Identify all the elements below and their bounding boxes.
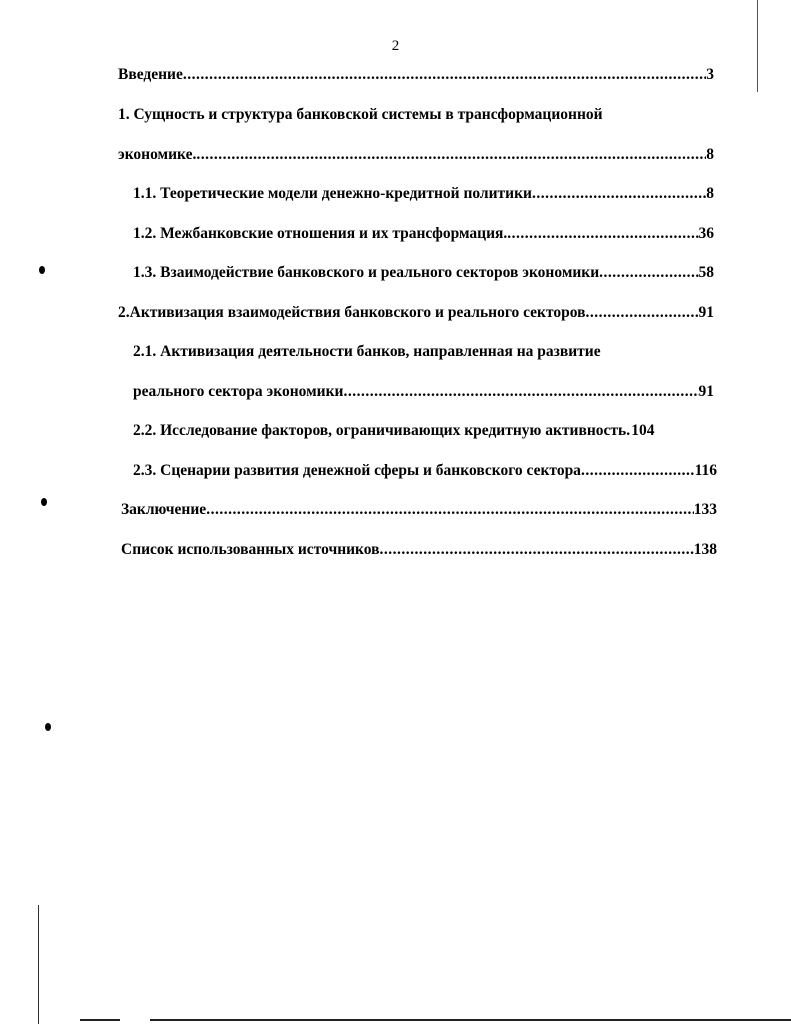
toc-leader-dots bbox=[586, 302, 699, 324]
toc-entry-text: Введение bbox=[118, 66, 183, 83]
toc-entry-page: 91 bbox=[698, 383, 714, 400]
toc-entry-page: 138 bbox=[693, 541, 717, 558]
toc-entry-section-2-1[interactable] bbox=[133, 341, 714, 363]
toc-entry-section-1-3[interactable] bbox=[133, 262, 714, 284]
toc-entry-text: 2.2. Исследование факторов, ограничивающих кредитную активность bbox=[133, 422, 627, 439]
toc-leader-dots bbox=[196, 144, 706, 166]
toc-entry-text: 2.Активизация взаимодействия банковского и реального секторов bbox=[118, 304, 586, 321]
toc-entry-page: 116 bbox=[694, 462, 717, 479]
toc-entry-section-1-1[interactable] bbox=[133, 183, 714, 205]
scan-bullet-mark bbox=[45, 723, 51, 731]
scan-edge-line-bottom bbox=[80, 1019, 120, 1021]
toc-entry-text: 1.2. Межбанковские отношения и их трансформация. bbox=[133, 225, 508, 242]
toc-entry-introduction[interactable] bbox=[118, 64, 714, 86]
toc-entry-conclusion[interactable] bbox=[121, 499, 717, 521]
scan-edge-line-left bbox=[38, 905, 39, 1024]
toc-entry-section-2-2[interactable] bbox=[133, 420, 717, 442]
toc-entry-text: 2.1. Активизация деятельности банков, направленная на развитие bbox=[133, 343, 601, 360]
toc-entry-page: 36 bbox=[698, 225, 714, 242]
toc-leader-dots bbox=[581, 460, 695, 482]
toc-entry-text: Список использованных источников bbox=[121, 541, 380, 558]
toc-entry-page: 133 bbox=[693, 501, 717, 518]
toc-entry-section-1-2[interactable] bbox=[133, 223, 714, 245]
scan-edge-line-right bbox=[757, 0, 758, 92]
toc-entry-text: Заключение bbox=[121, 501, 207, 518]
toc-entry-section-2-1-cont[interactable] bbox=[133, 381, 714, 403]
toc-entry-page: 104 bbox=[631, 422, 655, 439]
toc-entry-page: 8 bbox=[706, 185, 714, 202]
toc-leader-dots bbox=[206, 499, 694, 521]
toc-entry-page: 3 bbox=[706, 66, 714, 83]
toc-leader-dots bbox=[532, 183, 706, 205]
toc-entry-chapter-1-cont[interactable] bbox=[118, 144, 714, 166]
toc-entry-text: экономике. bbox=[118, 146, 197, 163]
toc-entry-text: реального сектора экономики bbox=[133, 383, 344, 400]
toc-entry-text: 1.1. Теоретические модели денежно-кредитной политики bbox=[133, 185, 532, 202]
toc-entry-text: 1.3. Взаимодействие банковского и реального секторов экономики bbox=[133, 264, 600, 281]
scan-bullet-mark bbox=[39, 266, 45, 274]
toc-leader-dots bbox=[380, 539, 694, 561]
toc-entry-section-2-3[interactable] bbox=[133, 460, 717, 482]
scan-edge-line-bottom bbox=[150, 1019, 791, 1021]
toc-leader-dots bbox=[343, 381, 698, 403]
toc-entry-text: 2.3. Сценарии развития денежной сферы и банковского сектора bbox=[133, 462, 581, 479]
scan-bullet-mark bbox=[41, 498, 47, 506]
page-number: 2 bbox=[391, 38, 400, 54]
toc-leader-dots bbox=[599, 262, 698, 284]
toc-entry-chapter-2[interactable] bbox=[118, 302, 714, 324]
toc-entry-page: 58 bbox=[698, 264, 714, 281]
toc-leader-dots bbox=[183, 64, 706, 86]
toc-leader-dots bbox=[507, 223, 698, 245]
toc-entry-references[interactable] bbox=[121, 539, 717, 561]
toc-entry-chapter-1[interactable] bbox=[118, 104, 714, 126]
toc-entry-page: 91 bbox=[698, 304, 714, 321]
toc-entry-page: 8 bbox=[706, 146, 714, 163]
toc-entry-text: 1. Сущность и структура банковской системы в трансформационной bbox=[118, 106, 603, 123]
